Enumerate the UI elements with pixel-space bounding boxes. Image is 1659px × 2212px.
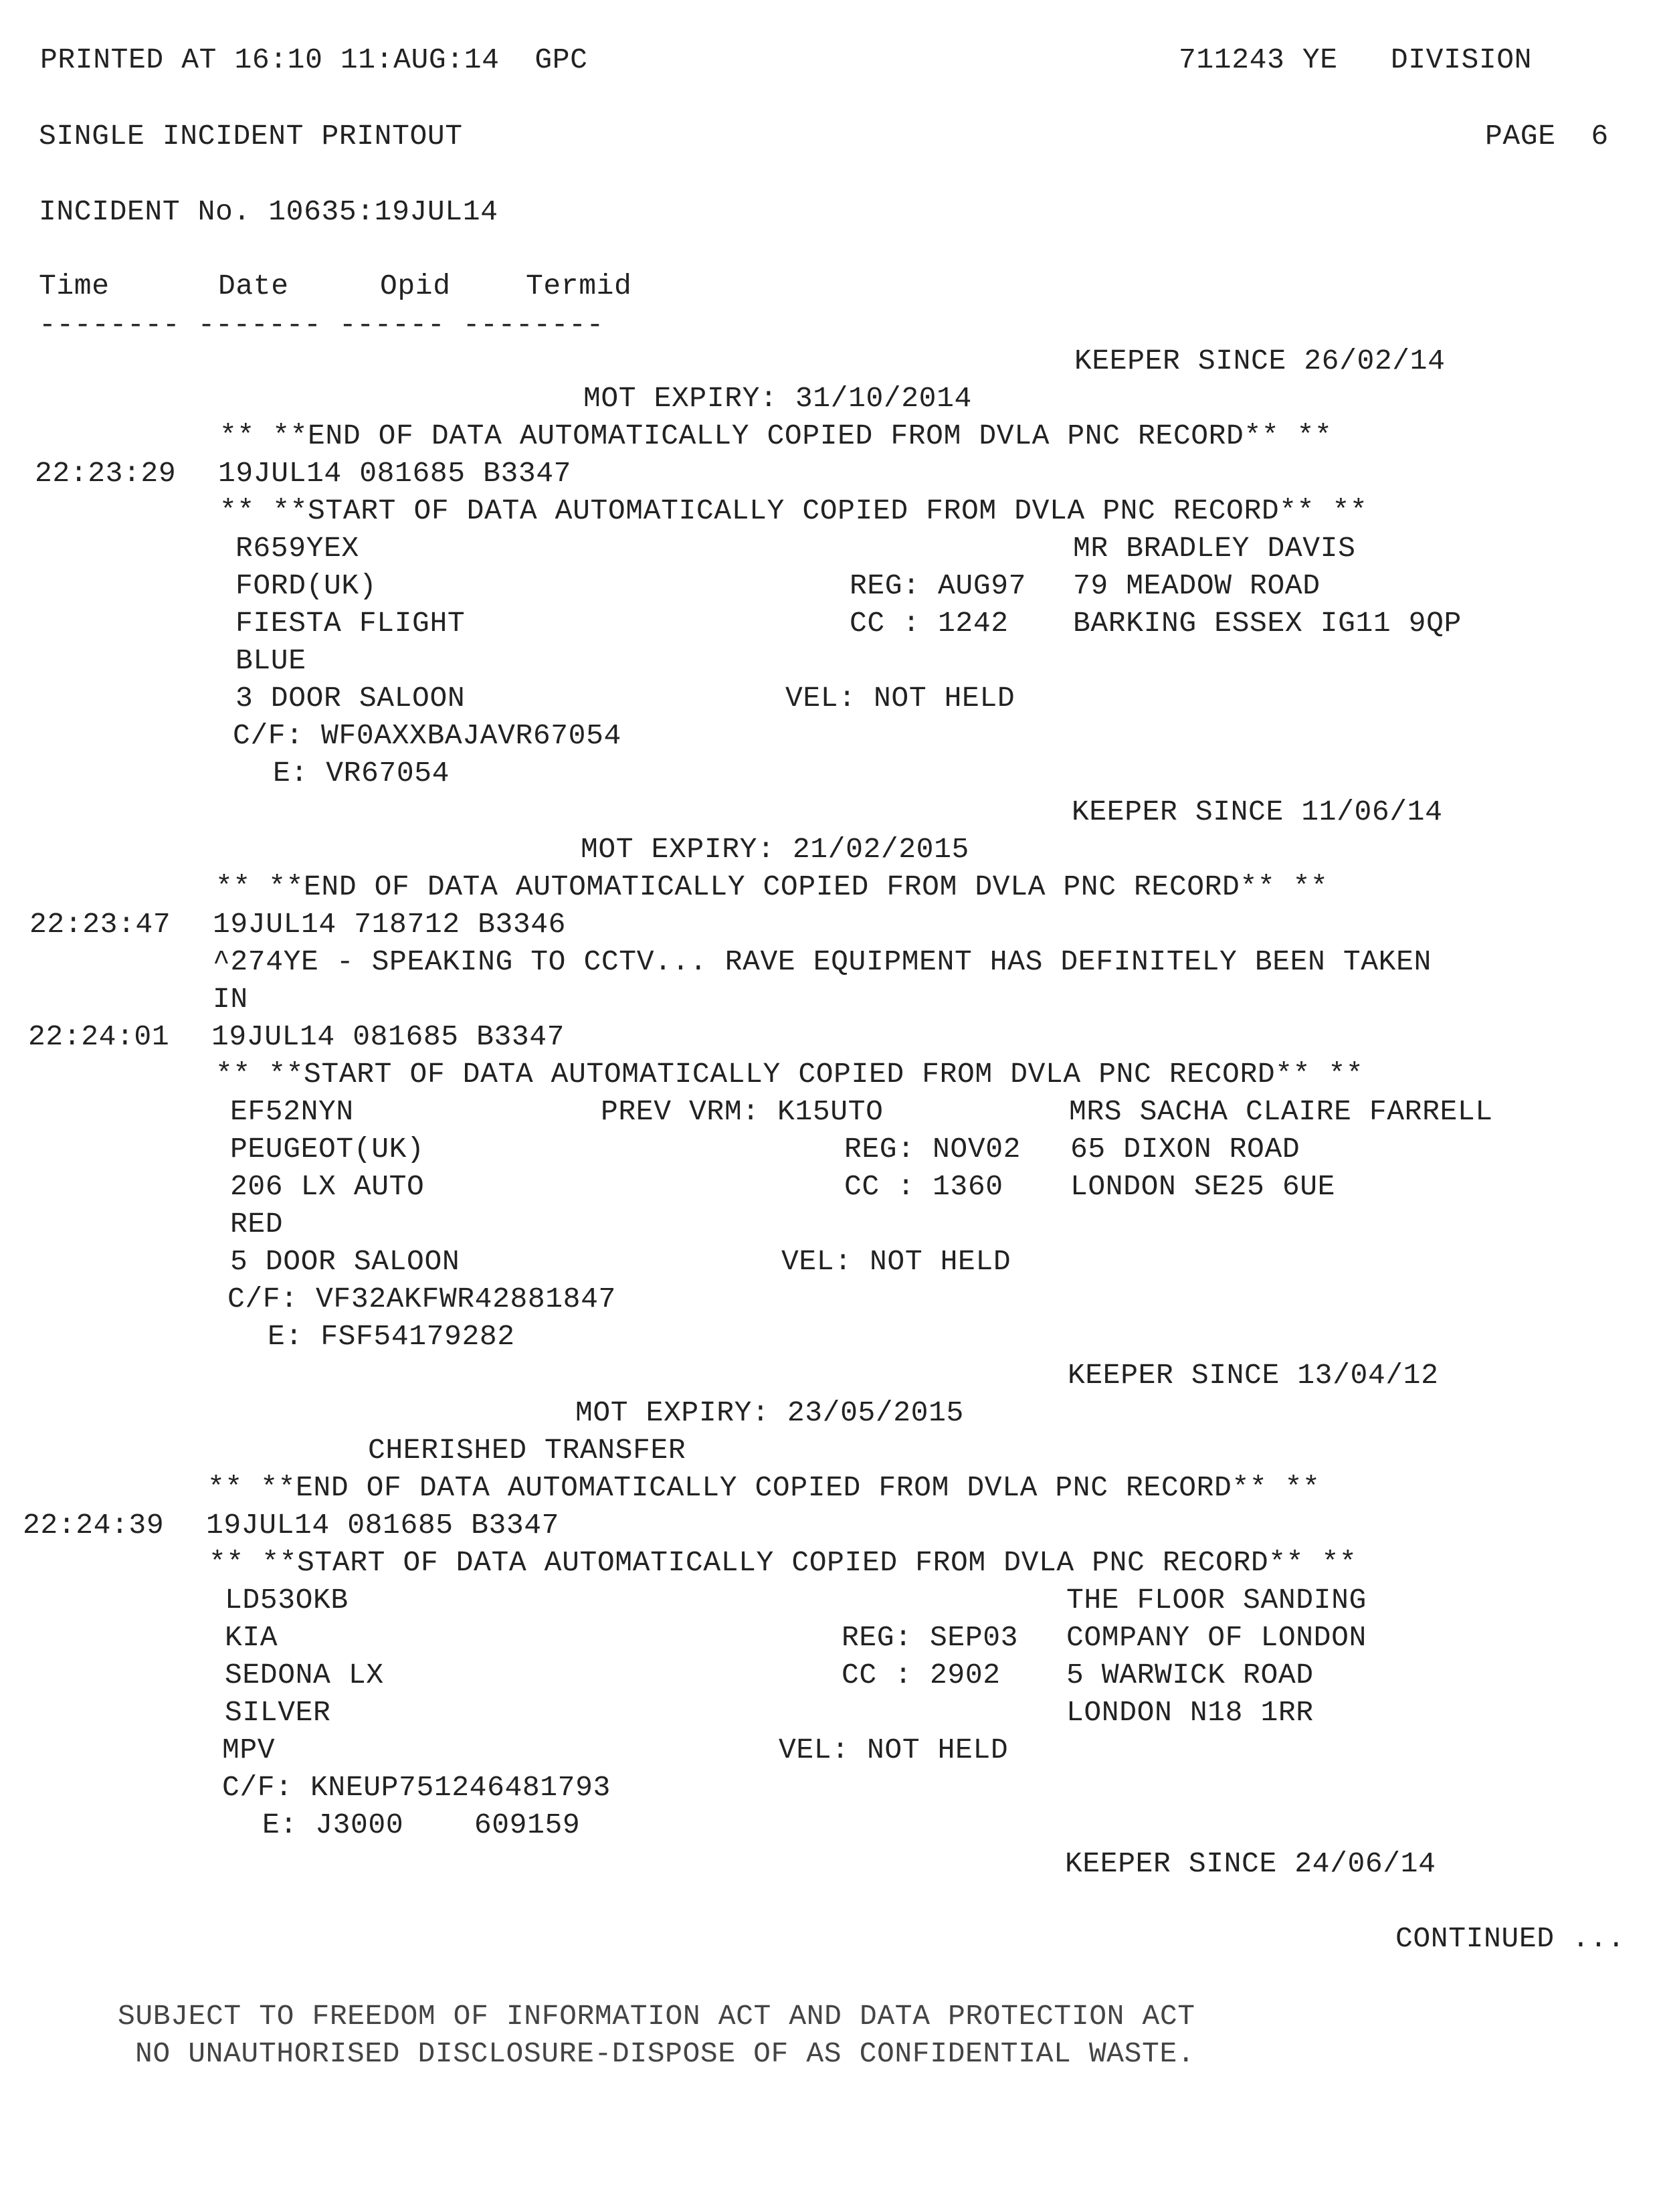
keeper-address-line1: 65 DIXON ROAD bbox=[1070, 1133, 1300, 1166]
vehicle-model: 206 LX AUTO bbox=[230, 1170, 425, 1203]
entry-meta: 19JUL14 081685 B3347 bbox=[211, 1020, 565, 1053]
vehicle-registration: R659YEX bbox=[235, 532, 359, 565]
keeper-since: KEEPER SINCE 13/04/12 bbox=[1068, 1359, 1439, 1392]
keeper-since: KEEPER SINCE 26/02/14 bbox=[1074, 345, 1446, 377]
engine-number: E: J3000 609159 bbox=[262, 1809, 581, 1841]
document-type: SINGLE INCIDENT PRINTOUT bbox=[39, 120, 463, 153]
vehicle-registration: EF52NYN bbox=[230, 1095, 354, 1128]
vehicle-model: SEDONA LX bbox=[225, 1659, 384, 1691]
mot-expiry: MOT EXPIRY: 23/05/2015 bbox=[575, 1396, 964, 1429]
entry-remark: ^274YE - SPEAKING TO CCTV... RAVE EQUIPMENT HAS DEFINITELY BEEN TAKEN bbox=[213, 945, 1432, 978]
mot-expiry: MOT EXPIRY: 31/10/2014 bbox=[583, 382, 972, 415]
vehicle-body: MPV bbox=[222, 1734, 276, 1766]
vehicle-registration: LD53OKB bbox=[225, 1584, 349, 1617]
page-number: PAGE 6 bbox=[1485, 120, 1609, 153]
engine-number: E: FSF54179282 bbox=[268, 1320, 515, 1353]
entry-meta: 19JUL14 081685 B3347 bbox=[218, 457, 572, 490]
start-of-data-marker: ** **START OF DATA AUTOMATICALLY COPIED FROM DVLA PNC RECORD** ** bbox=[209, 1546, 1357, 1579]
start-of-data-marker: ** **START OF DATA AUTOMATICALLY COPIED FROM DVLA PNC RECORD** ** bbox=[215, 1058, 1364, 1091]
vel-status: VEL: NOT HELD bbox=[785, 682, 1015, 715]
keeper-address-line2: LONDON N18 1RR bbox=[1066, 1696, 1314, 1729]
vehicle-colour: BLUE bbox=[235, 644, 306, 677]
chassis-number: C/F: WF0AXXBAJAVR67054 bbox=[233, 719, 621, 752]
entry-time: 22:24:01 bbox=[28, 1020, 170, 1053]
keeper-since: KEEPER SINCE 11/06/14 bbox=[1072, 796, 1443, 828]
vehicle-make: PEUGEOT(UK) bbox=[230, 1133, 425, 1166]
column-termid: Termid bbox=[526, 270, 632, 302]
disposal-notice: NO UNAUTHORISED DISCLOSURE-DISPOSE OF AS CONFIDENTIAL WASTE. bbox=[135, 2037, 1195, 2070]
keeper-address-line2: LONDON SE25 6UE bbox=[1070, 1170, 1336, 1203]
keeper-since: KEEPER SINCE 24/06/14 bbox=[1065, 1847, 1436, 1880]
vel-status: VEL: NOT HELD bbox=[781, 1245, 1011, 1278]
keeper-address-line1: 79 MEADOW ROAD bbox=[1073, 569, 1321, 602]
vehicle-colour: SILVER bbox=[225, 1696, 331, 1729]
keeper-name-continued: COMPANY OF LONDON bbox=[1066, 1621, 1367, 1654]
column-time: Time bbox=[39, 270, 110, 302]
vehicle-make: FORD(UK) bbox=[235, 569, 377, 602]
vehicle-body: 5 DOOR SALOON bbox=[230, 1245, 460, 1278]
chassis-number: C/F: KNEUP751246481793 bbox=[222, 1771, 611, 1804]
keeper-address-line1: 5 WARWICK ROAD bbox=[1066, 1659, 1314, 1691]
keeper-name: MRS SACHA CLAIRE FARRELL bbox=[1069, 1095, 1493, 1128]
entry-time: 22:23:29 bbox=[35, 457, 177, 490]
vehicle-body: 3 DOOR SALOON bbox=[235, 682, 466, 715]
previous-registration: PREV VRM: K15UTO bbox=[601, 1095, 884, 1128]
engine-cc: CC : 1242 bbox=[850, 607, 1009, 640]
vehicle-make: KIA bbox=[225, 1621, 278, 1654]
keeper-name: THE FLOOR SANDING bbox=[1066, 1584, 1367, 1617]
registration-date: REG: AUG97 bbox=[850, 569, 1027, 602]
mot-expiry: MOT EXPIRY: 21/02/2015 bbox=[581, 833, 969, 866]
column-rule: -------- ------- ------ -------- bbox=[39, 308, 604, 341]
entry-time: 22:23:47 bbox=[29, 908, 171, 941]
start-of-data-marker: ** **START OF DATA AUTOMATICALLY COPIED FROM DVLA PNC RECORD** ** bbox=[219, 494, 1368, 527]
entry-meta: 19JUL14 718712 B3346 bbox=[213, 908, 567, 941]
continued-marker: CONTINUED ... bbox=[1395, 1922, 1626, 1955]
column-date: Date bbox=[218, 270, 289, 302]
chassis-number: C/F: VF32AKFWR42881847 bbox=[227, 1283, 616, 1315]
engine-cc: CC : 2902 bbox=[842, 1659, 1001, 1691]
cherished-transfer-note: CHERISHED TRANSFER bbox=[368, 1434, 686, 1467]
column-opid: Opid bbox=[380, 270, 451, 302]
confidentiality-notice: SUBJECT TO FREEDOM OF INFORMATION ACT AND DATA PROTECTION ACT bbox=[118, 2000, 1195, 2033]
division-ref: 711243 YE DIVISION bbox=[1179, 43, 1533, 76]
end-of-data-marker: ** **END OF DATA AUTOMATICALLY COPIED FROM DVLA PNC RECORD** ** bbox=[207, 1471, 1321, 1504]
incident-number: INCIDENT No. 10635:19JUL14 bbox=[39, 195, 498, 228]
entry-meta: 19JUL14 081685 B3347 bbox=[206, 1509, 560, 1542]
engine-cc: CC : 1360 bbox=[844, 1170, 1003, 1203]
vehicle-colour: RED bbox=[230, 1208, 284, 1240]
vehicle-model: FIESTA FLIGHT bbox=[235, 607, 466, 640]
end-of-data-marker: ** **END OF DATA AUTOMATICALLY COPIED FROM DVLA PNC RECORD** ** bbox=[219, 420, 1333, 452]
registration-date: REG: SEP03 bbox=[842, 1621, 1019, 1654]
entry-time: 22:24:39 bbox=[23, 1509, 165, 1542]
keeper-address-line2: BARKING ESSEX IG11 9QP bbox=[1073, 607, 1462, 640]
printed-at: PRINTED AT 16:10 11:AUG:14 GPC bbox=[40, 43, 588, 76]
vel-status: VEL: NOT HELD bbox=[779, 1734, 1009, 1766]
keeper-name: MR BRADLEY DAVIS bbox=[1073, 532, 1356, 565]
engine-number: E: VR67054 bbox=[273, 757, 450, 790]
entry-remark-continued: IN bbox=[213, 983, 248, 1016]
registration-date: REG: NOV02 bbox=[844, 1133, 1021, 1166]
end-of-data-marker: ** **END OF DATA AUTOMATICALLY COPIED FROM DVLA PNC RECORD** ** bbox=[215, 870, 1329, 903]
